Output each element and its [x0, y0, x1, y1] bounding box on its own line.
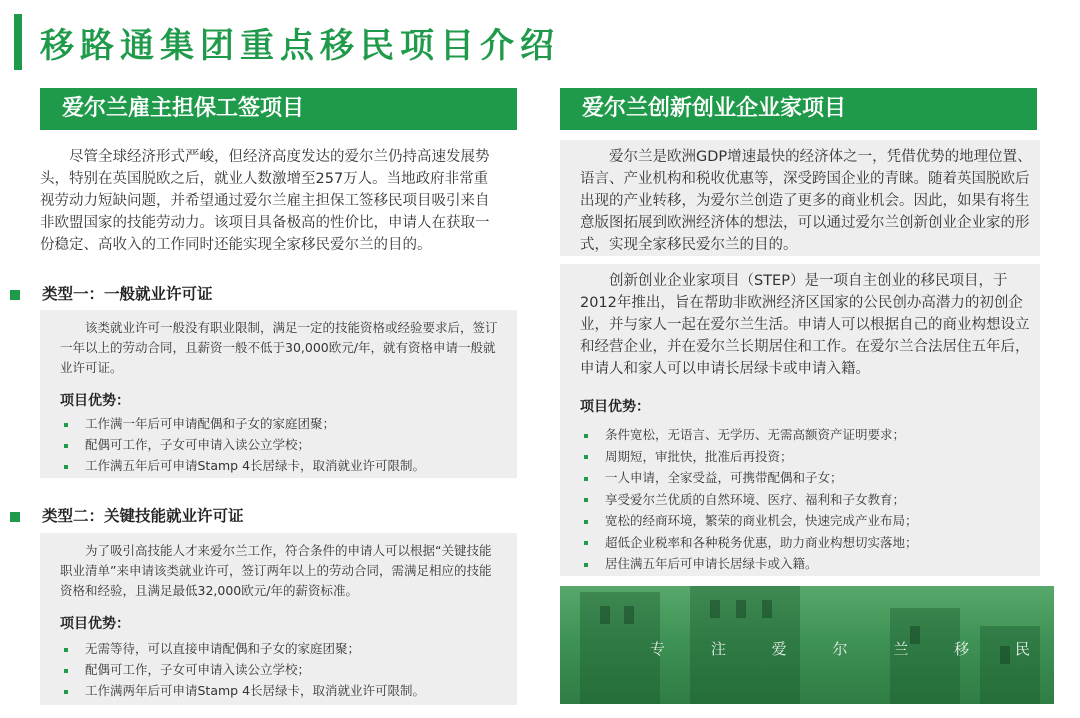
- section-heading-entrepreneur: 爱尔兰创新创业企业家项目: [560, 88, 1037, 130]
- window-shape: [710, 600, 720, 618]
- type1-advantages-title: 项目优势：: [60, 393, 130, 409]
- window-shape: [624, 606, 634, 624]
- bullet-icon: [584, 541, 588, 545]
- castle-photo-banner: [560, 586, 1054, 704]
- square-bullet-icon: [10, 290, 20, 300]
- section-heading-employer-sponsored: 爱尔兰雇主担保工签项目: [40, 88, 517, 130]
- list-item: 配偶可工作，子女可申请入读公立学校；: [64, 434, 425, 455]
- list-item: 工作满一年后可申请配偶和子女的家庭团聚；: [64, 413, 425, 434]
- step-box: [560, 264, 1040, 576]
- list-item: 周期短，审批快，批准后再投资；: [584, 446, 918, 468]
- entrepreneur-intro-box: [560, 140, 1040, 256]
- bullet-icon: [64, 690, 68, 694]
- list-item: 一人申请，全家受益，可携带配偶和子女；: [584, 467, 918, 489]
- type2-box: [40, 533, 517, 705]
- title-accent-bar: [14, 14, 22, 70]
- bullet-icon: [584, 498, 588, 502]
- photo-slogan: 专 注 爱 尔 兰 移 民: [650, 640, 1030, 658]
- list-item: 工作满五年后可申请Stamp 4长居绿卡，取消就业许可限制。: [64, 455, 425, 476]
- step-description: 创新创业企业家项目（STEP）是一项自主创业的移民项目，于2012年推出，旨在帮助非欧洲经济区国家的公民创办高潜力的初创企业，并与家人一起在爱尔兰生活。申请人可以根据自己的商业构想设立和经营企业，并在爱尔兰长期居住和工作。在爱尔兰合法居住五年后，申请人和家人可以申请长居绿卡或申请入籍。: [580, 273, 1030, 377]
- bullet-icon: [584, 477, 588, 481]
- page-title: 移路通集团重点移民项目介绍: [40, 26, 560, 66]
- bullet-icon: [64, 669, 68, 673]
- type2-description: 为了吸引高技能人才来爱尔兰工作，符合条件的申请人可以根据“关键技能职业清单”来申请该类就业许可，签订两年以上的劳动合同，需满足相应的技能资格和经验，且满足最低32,000欧元/年的薪资标准。: [60, 543, 492, 598]
- type1-description: 该类就业许可一般没有职业限制，满足一定的技能资格或经验要求后，签订一年以上的劳动合同，且薪资一般不低于30,000欧元/年，就有资格申请一般就业许可证。: [60, 320, 498, 375]
- step-advantages-list: [584, 424, 918, 575]
- type2-advantages-title: 项目优势：: [60, 616, 130, 632]
- type1-title: 类型一：一般就业许可证: [42, 285, 213, 303]
- tower-shape: [580, 592, 660, 704]
- type2-heading: [10, 504, 244, 526]
- bullet-icon: [584, 434, 588, 438]
- bullet-icon: [584, 563, 588, 567]
- type1-advantages-list: [64, 413, 425, 476]
- square-bullet-icon: [10, 512, 20, 522]
- list-item: 工作满两年后可申请Stamp 4长居绿卡，取消就业许可限制。: [64, 680, 425, 701]
- list-item: 超低企业税率和各种税务优惠，助力商业构想切实落地；: [584, 532, 918, 554]
- list-item: 条件宽松，无语言、无学历、无需高额资产证明要求；: [584, 424, 918, 446]
- bullet-icon: [64, 423, 68, 427]
- entrepreneur-intro: 爱尔兰是欧洲GDP增速最快的经济体之一，凭借优势的地理位置、语言、产业机构和税收优惠等，深受跨国企业的青睐。随着英国脱欧后出现的产业转移，为爱尔兰创造了更多的商业机会。因此，如果有将生意版图拓展到欧洲经济体的想法，可以通过爱尔兰创新创业企业家的形式，实现全家移民爱尔兰的目的。: [580, 149, 1032, 253]
- list-item: 无需等待，可以直接申请配偶和子女的家庭团聚；: [64, 638, 425, 659]
- bullet-icon: [584, 455, 588, 459]
- list-item: 宽松的经商环境，繁荣的商业机会，快速完成产业布局；: [584, 510, 918, 532]
- window-shape: [600, 606, 610, 624]
- list-item: 居住满五年后可申请长居绿卡或入籍。: [584, 553, 918, 575]
- bullet-icon: [64, 465, 68, 469]
- bullet-icon: [584, 520, 588, 524]
- type1-heading: [10, 282, 213, 304]
- bullet-icon: [64, 444, 68, 448]
- window-shape: [762, 600, 772, 618]
- bullet-icon: [64, 648, 68, 652]
- employer-program-intro: 尽管全球经济形式严峻，但经济高度发达的爱尔兰仍持高速发展势头，特别在英国脱欧之后，就业人数激增至257万人。当地政府非常重视劳动力短缺问题，并希望通过爱尔兰雇主担保工签移民项目吸引来自非欧盟国家的技能劳动力。该项目具备极高的性价比，申请人在获取一份稳定、高收入的工作同时还能实现全家移民爱尔兰的目的。: [40, 149, 490, 253]
- type2-advantages-list: [64, 638, 425, 701]
- step-advantages-title: 项目优势：: [580, 399, 650, 415]
- list-item: 配偶可工作，子女可申请入读公立学校；: [64, 659, 425, 680]
- window-shape: [736, 600, 746, 618]
- type2-title: 类型二：关键技能就业许可证: [42, 507, 244, 525]
- type1-box: [40, 310, 517, 478]
- list-item: 享受爱尔兰优质的自然环境、医疗、福利和子女教育；: [584, 489, 918, 511]
